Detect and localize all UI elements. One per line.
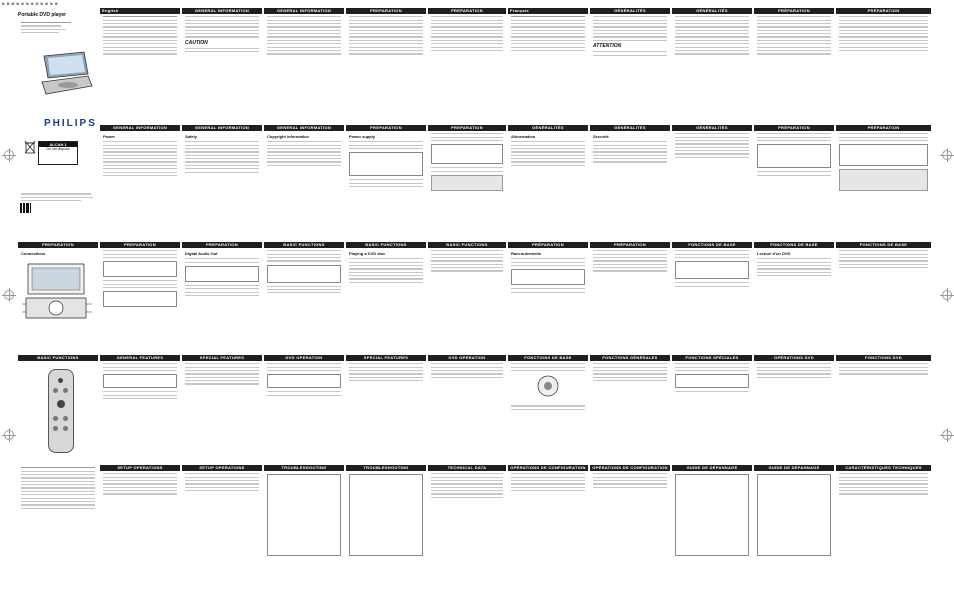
en-intro-panel xyxy=(100,8,180,118)
fr-basic-3: FONCTIONS DE BASE xyxy=(836,242,931,350)
en-troubleshooting: TROUBLESHOOTING xyxy=(264,465,344,583)
en-dvd-operation-3: DVD OPERATION xyxy=(428,355,506,460)
fr-general-3: GÉNÉRALITÉS xyxy=(672,125,752,235)
fr-intro-panel-3: GÉNÉRALITÉS xyxy=(672,8,752,118)
en-setup-2: SETUP OPERATIONS xyxy=(182,465,262,583)
caution-heading-fr: ATTENTION xyxy=(593,43,622,49)
registration-mark xyxy=(4,150,14,160)
en-dvd-operation-2: SPECIAL FEATURES xyxy=(346,355,426,460)
registration-mark xyxy=(942,430,952,440)
cover-panel xyxy=(18,8,98,233)
en-dvd-operation: DVD OPERATION xyxy=(264,355,344,460)
registration-mark xyxy=(4,290,14,300)
en-special-features: SPECIAL FEATURES xyxy=(182,355,262,460)
en-setup-1: SETUP OPERATIONS xyxy=(100,465,180,583)
en-general-3: GENERAL INFORMATION Copyright information xyxy=(264,125,344,235)
fr-dvd-operation: OPÉRATIONS DVD xyxy=(754,355,834,460)
connections-illustration: PREPARATION Connections xyxy=(18,242,98,350)
en-intro-panel-4: PREPARATION xyxy=(346,8,426,118)
fr-connections: PRÉPARATION Raccordements xyxy=(508,242,588,350)
brand-logo: PHILIPS xyxy=(44,118,97,129)
fr-basic-2: FONCTIONS DE BASE Lecture d'un DVD xyxy=(754,242,834,350)
en-preparation-2: PREPARATION xyxy=(428,125,506,235)
fr-troubleshooting: GUIDE DE DÉPANNAGE xyxy=(672,465,752,583)
fr-basic-4: FONCTIONS DE BASE xyxy=(508,355,588,460)
player-diagram xyxy=(18,260,96,330)
fr-setup-1: OPÉRATIONS DE CONFIGURATION xyxy=(508,465,588,583)
fr-troubleshooting-2: GUIDE DE DÉPANNAGE xyxy=(754,465,834,583)
product-title: Portable DVD player xyxy=(18,12,67,18)
fr-preparation-2: PRÉPARATION xyxy=(836,125,931,235)
recycle-notice: ALCAN 1 Do not dispose xyxy=(38,141,78,165)
fr-intro-panel-5: PRÉPARATION xyxy=(836,8,931,118)
en-important-notes xyxy=(18,465,98,583)
dial-illustration xyxy=(528,374,568,398)
registration-mark xyxy=(4,430,14,440)
en-basic-2: BASIC FUNCTIONS Playing a DVD disc xyxy=(346,242,426,350)
fr-general-2: GÉNÉRALITÉS Sécurité xyxy=(590,125,670,235)
fr-basic-1: FONCTIONS DE BASE xyxy=(672,242,752,350)
en-general-features: GENERAL FEATURES xyxy=(100,355,180,460)
en-intro-panel-3: GENERAL INFORMATION xyxy=(264,8,344,118)
en-language-header: English xyxy=(100,8,180,14)
fr-dvd-operation-2: FONCTIONS DVD xyxy=(836,355,931,460)
en-preparation-1: PREPARATION Power supply xyxy=(346,125,426,235)
bin-icon xyxy=(24,140,36,154)
barcode xyxy=(20,203,30,213)
registration-mark xyxy=(942,290,952,300)
en-basic-1: BASIC FUNCTIONS xyxy=(264,242,344,350)
en-intro-panel-2: GENERAL INFORMATION CAUTION xyxy=(182,8,262,118)
en-troubleshooting-2: TROUBLESHOOTING xyxy=(346,465,426,583)
fr-language-header: Français xyxy=(508,8,588,14)
print-slug: ■ ■ ■ ■ ■ ■ ■ ■ ■ ■ ■ ■ xyxy=(2,1,58,6)
fr-general-1: GÉNÉRALITÉS Alimentation xyxy=(508,125,588,235)
fr-intro-panel-4: PRÉPARATION xyxy=(754,8,834,118)
dvd-player-illustration xyxy=(38,48,93,103)
en-basic-3: BASIC FUNCTIONS xyxy=(428,242,506,350)
en-general-2: GENERAL INFORMATION Safety xyxy=(182,125,262,235)
fr-intro-panel-2: GÉNÉRALITÉS ATTENTION xyxy=(590,8,670,118)
en-intro-panel-5: PREPARATION xyxy=(428,8,506,118)
fr-special-features: FONCTIONS SPÉCIALES xyxy=(672,355,752,460)
en-technical: TECHNICAL DATA xyxy=(428,465,506,583)
fr-intro-panel xyxy=(508,8,588,118)
en-connections: PREPARATION xyxy=(100,242,180,350)
remote-illustration: BASIC FUNCTIONS xyxy=(18,355,98,460)
fr-preparation-1: PRÉPARATION xyxy=(754,125,834,235)
caution-heading-en: CAUTION xyxy=(185,39,208,46)
fr-general-features: FONCTIONS GÉNÉRALES xyxy=(590,355,670,460)
remote-control-drawing xyxy=(48,369,74,453)
en-digital-audio: PREPARATION Digital Audio Out xyxy=(182,242,262,350)
fr-technical: CARACTÉRISTIQUES TECHNIQUES xyxy=(836,465,931,583)
en-general-1: GENERAL INFORMATION Power xyxy=(100,125,180,235)
registration-mark xyxy=(942,150,952,160)
fr-setup-2: OPÉRATIONS DE CONFIGURATION xyxy=(590,465,670,583)
fr-preparation-3: PRÉPARATION xyxy=(590,242,670,350)
